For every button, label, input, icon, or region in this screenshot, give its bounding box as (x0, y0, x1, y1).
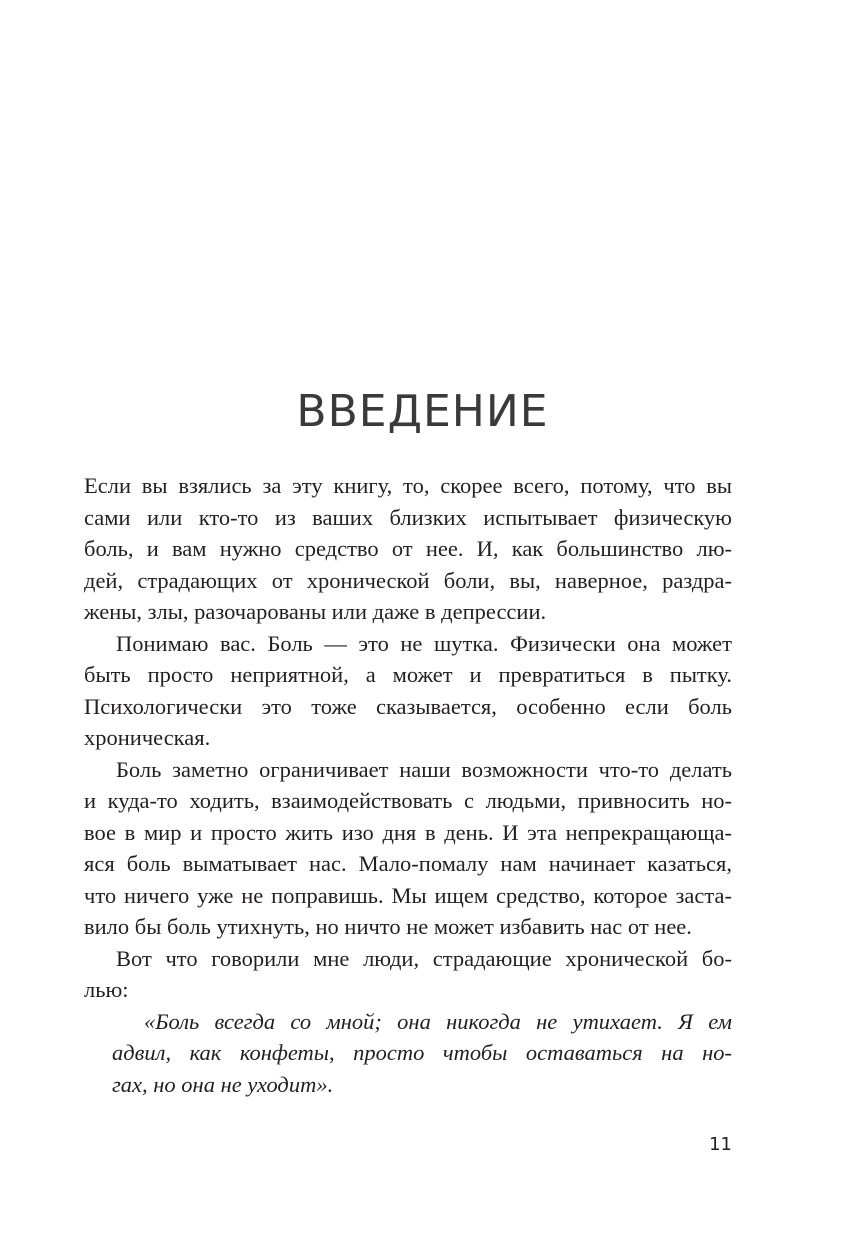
chapter-title: ВВЕДЕНИЕ (296, 386, 549, 437)
text-line: вое в мир и просто жить изо дня в день. И эта непрекращающа- (84, 819, 732, 845)
text-line: сами или кто-то из ваших близких испытывает физическую (84, 504, 732, 530)
paragraph-2 (84, 628, 732, 754)
body-text (84, 470, 732, 1100)
text-line: Если вы взялись за эту книгу, то, скорее всего, потому, что вы (84, 473, 732, 498)
paragraph-1 (84, 470, 732, 628)
paragraph-3 (84, 754, 732, 943)
text-line: Боль заметно ограничивает наши возможности что-то делать (116, 756, 732, 782)
text-line: хроническая. (84, 725, 211, 750)
paragraph-4 (84, 943, 732, 1006)
text-line: Психологически это тоже сказывается, особенно если боль (84, 693, 732, 719)
text-line: вило бы боль утихнуть, но ничто не может избавить нас от нее. (84, 914, 692, 939)
text-line: Вот что говорили мне люди, страдающие хронической бо- (116, 945, 732, 971)
text-line: и куда-то ходить, взаимодействовать с людьми, привносить но- (84, 788, 732, 813)
text-line: жены, злы, разочарованы или даже в депрессии. (84, 599, 547, 624)
text-line: боль, и вам нужно средство от нее. И, как большинство лю- (84, 536, 732, 561)
text-line: быть просто неприятной, а может и превратиться в пытку. (84, 662, 732, 687)
quote-line: гах, но она не уходит». (112, 1071, 334, 1097)
quote-line: «Боль всегда со мной; она никогда не утихает. Я ем (144, 1008, 732, 1034)
text-line: лью: (84, 977, 129, 1002)
page-number: 11 (709, 1134, 732, 1155)
text-line: что ничего уже не поправишь. Мы ищем средство, которое заста- (84, 882, 732, 908)
text-line: дей, страдающих от хронической боли, вы, наверное, раздра- (84, 567, 732, 593)
text-line: Понимаю вас. Боль — это не шутка. Физически она может (116, 630, 732, 656)
text-line: яся боль выматывает нас. Мало-помалу нам начинает казаться, (84, 851, 732, 876)
quote-block (84, 1006, 732, 1101)
quote-line: адвил, как конфеты, просто чтобы оставаться на но- (112, 1040, 732, 1065)
